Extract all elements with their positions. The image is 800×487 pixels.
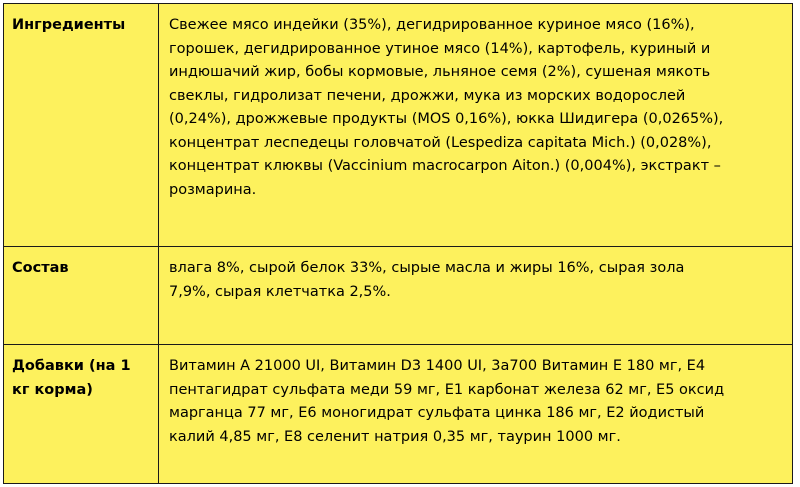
row-value-composition: влага 8%, сырой белок 33%, сырые масла и жиры 16%, сырая зола 7,9%, сырая клетчатка 2,5%.	[159, 247, 793, 345]
row-label-composition: Состав	[3, 247, 159, 345]
row-label-ingredients: Ингредиенты	[3, 4, 159, 247]
row-value-ingredients: Свежее мясо индейки (35%), дегидрированное куриное мясо (16%), горошек, дегидрированное утиное мясо (14%), картофель, куриный и индюшачий жир, бобы кормовые, льняное семя (2%), сушеная мякоть свеклы, гидролизат печени, дрожжи, мука из морских водорослей (0,24%), дрожжевые продукты (MOS 0,16%), юкка Шидигера (0,0265%), концентрат леспедецы головчатой (Lespediza capitata Mich.) (0,028%), концентрат клюквы (Vaccinium macrocarpon Aiton.) (0,004%), экстракт – розмарина.	[159, 4, 793, 247]
row-value-additives: Витамин А 21000 UI, Витамин D3 1400 UI, 3a700 Витамин Е 180 мг, E4 пентагидрат сульфата меди 59 мг, E1 карбонат железа 62 мг, E5 оксид марганца 77 мг, E6 моногидрат сульфата цинка 186 мг, E2 йодистый калий 4,85 мг, E8 селенит натрия 0,35 мг, таурин 1000 мг.	[159, 345, 793, 483]
composition-table	[3, 3, 793, 483]
table-row-additives	[3, 344, 793, 484]
table-row-ingredients	[3, 3, 793, 247]
table-row-composition	[3, 246, 793, 345]
row-label-additives: Добавки (на 1 кг корма)	[3, 345, 159, 483]
